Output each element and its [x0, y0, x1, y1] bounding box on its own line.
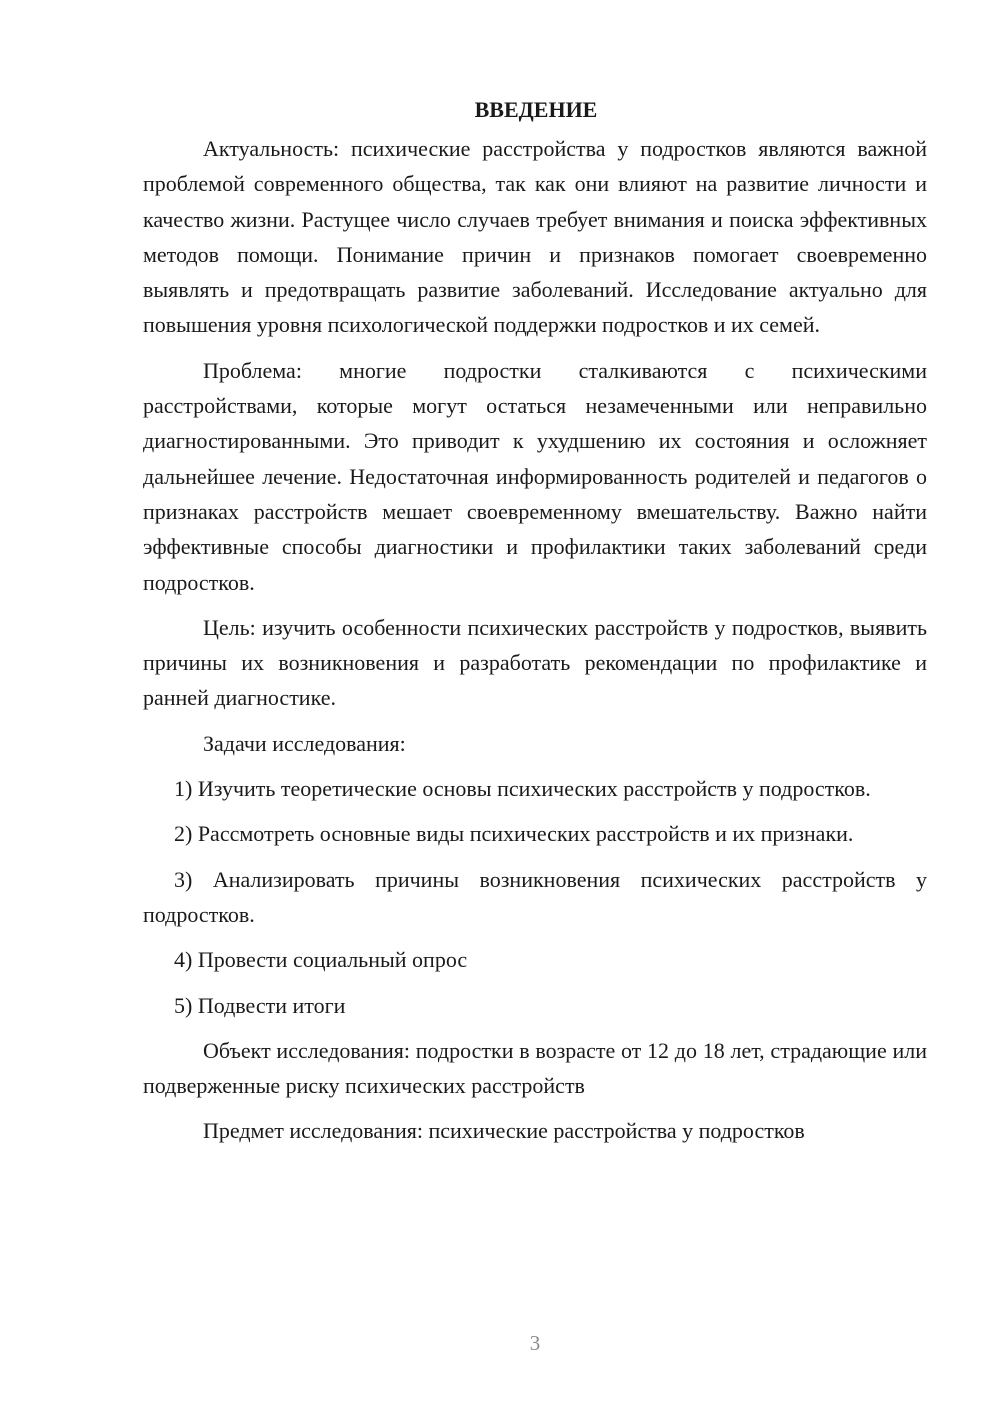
page-number: 3: [529, 1331, 541, 1355]
tasks-heading: Задачи исследования:: [203, 730, 406, 756]
task-item-2: 2) Рассмотреть основные виды психических расстройств и их признаки.: [174, 821, 854, 847]
document-page: [143, 92, 927, 1159]
task-item-1: 1) Изучить теоретические основы психических расстройств у подростков.: [174, 776, 871, 802]
relevance-paragraph: Актуальность: психические расстройства у подростков являются важной проблемой современного общества, так как они влияют на развитие личности и качество жизни. Растущее число случаев требует внимания и поиска эффективных методов помощи. Понимание причин и признаков помогает своевременно выявлять и предотвращать развитие заболеваний. Исследование актуально для повышения уровня психологической поддержки подростков и их семей.: [143, 136, 927, 338]
subject-paragraph: Предмет исследования: психические расстройства у подростков: [203, 1118, 805, 1144]
task-item-4: 4) Провести социальный опрос: [174, 947, 468, 973]
task-item-3: 3) Анализировать причины возникновения психических расстройств у подростков.: [143, 866, 927, 927]
problem-paragraph: Проблема: многие подростки сталкиваются с психическими расстройствами, которые могут остаться незамеченными или неправильно диагностированными. Это приводит к ухудшению их состояния и осложняет дальнейшее лечение. Недостаточная информированность родителей и педагогов о признаках расстройств мешает своевременному вмешательству. Важно найти эффективные способы диагностики и профилактики таких заболеваний среди подростков.: [143, 357, 927, 595]
goal-paragraph: Цель: изучить особенности психических расстройств у подростков, выявить причины их возникновения и разработать рекомендации по профилактике и ранней диагностике.: [143, 614, 927, 711]
task-item-5: 5) Подвести итоги: [174, 992, 346, 1018]
object-paragraph: Объект исследования: подростки в возрасте от 12 до 18 лет, страдающие или подверженные риску психических расстройств: [143, 1037, 927, 1099]
section-title: ВВЕДЕНИЕ: [474, 97, 598, 122]
